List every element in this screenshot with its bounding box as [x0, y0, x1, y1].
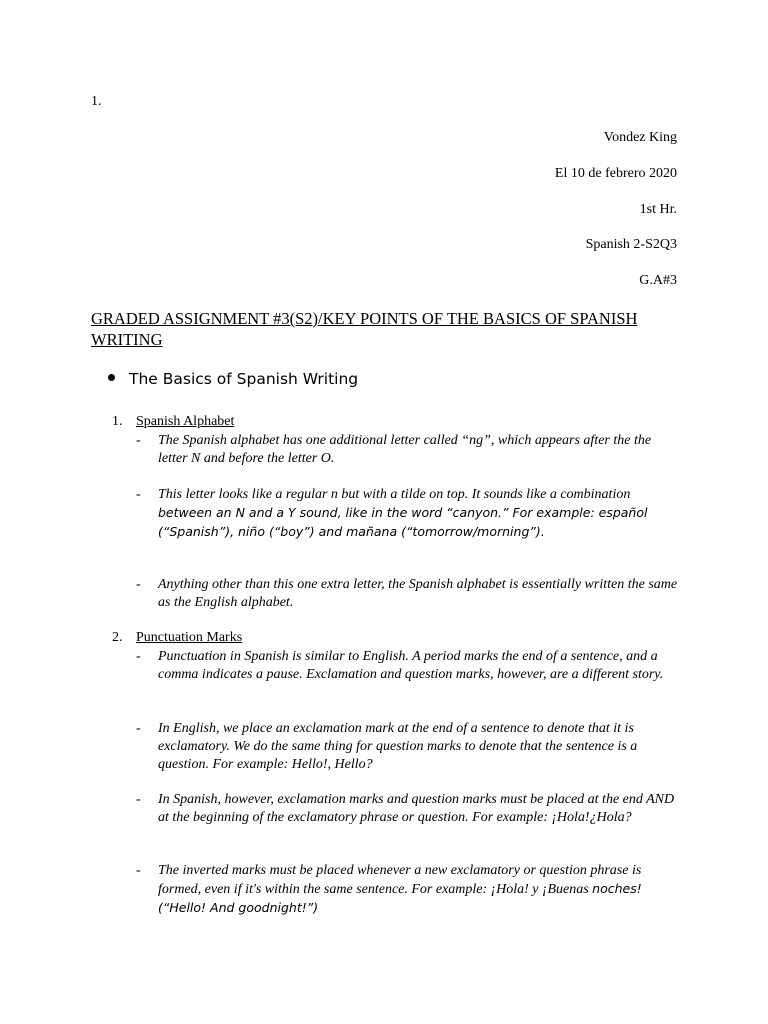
list-item-text — [158, 486, 681, 542]
dash-marker: - — [136, 792, 141, 807]
section-heading — [112, 630, 242, 646]
list-item-text: Anything other than this one extra letter, the Spanish alphabet is essentially written the same as the English alphabet. — [158, 577, 678, 610]
bullet-dot-icon — [108, 374, 115, 381]
list-item-text-part: This letter looks like a regular n but with a tilde on top. It sounds like a combination — [158, 487, 631, 502]
list-item-text: In English, we place an exclamation mark at the end of a sentence to denote that it is exclamatory. We do the same thing for question marks to denote that the sentence is a question. For example: Hello!, Hello? — [158, 721, 638, 772]
list-item — [136, 648, 681, 684]
dash-marker: - — [136, 863, 141, 878]
document-title: GRADED ASSIGNMENT #3(S2)/KEY POINTS OF THE BASICS OF SPANISH WRITING — [91, 309, 638, 349]
dash-marker: - — [136, 721, 141, 736]
list-item-text-part: The inverted marks must be placed whenever a new exclamatory or question phrase is formed, even if it's within the same sentence. For example: ¡Hola! y ¡Buenas — [158, 863, 642, 897]
section-title: Spanish Alphabet — [136, 414, 235, 429]
section-number: 2. — [112, 630, 123, 645]
bullet-heading-text: The Basics of Spanish Writing — [129, 370, 359, 388]
section-title: Punctuation Marks — [136, 630, 243, 645]
list-item — [136, 791, 681, 827]
list-item — [136, 432, 681, 468]
list-item — [136, 720, 681, 774]
class-hour: 1st Hr. — [639, 202, 677, 217]
course-name: Spanish 2-S2Q3 — [585, 237, 677, 252]
list-item-text: Punctuation in Spanish is similar to English. A period marks the end of a sentence, and a comma indicates a pause. Exclamation and question marks, however, are a different story. — [158, 649, 664, 682]
list-item — [136, 486, 681, 542]
list-item-text: The Spanish alphabet has one additional letter called “ng”, which appears after the the letter N and before the letter O. — [158, 433, 652, 466]
list-item-text-cursive: between an N and a Y sound, like in the word “canyon.” For example: español (“Spanish”), niño (“boy”) and mañana (“tomorrow/morning”). — [158, 505, 648, 539]
student-name: Vondez King — [603, 130, 677, 145]
section-number: 1. — [112, 414, 123, 429]
dash-marker: - — [136, 487, 141, 502]
date-line: El 10 de febrero 2020 — [554, 166, 677, 181]
dash-marker: - — [136, 433, 141, 448]
list-item-text: In Spanish, however, exclamation marks and question marks must be placed at the end AND at the beginning of the exclamatory phrase or question. For example: ¡Hola!¿Hola? — [158, 792, 675, 825]
dash-marker: - — [136, 577, 141, 592]
list-item-text-cursive: noches! (“Hello! And goodnight!”) — [158, 881, 642, 915]
assignment-code: G.A#3 — [639, 273, 677, 288]
page-number: 1. — [91, 94, 102, 109]
list-item-text — [158, 862, 681, 918]
list-item — [136, 576, 681, 612]
bullet-heading — [108, 370, 358, 388]
list-item — [136, 862, 681, 918]
section-heading — [112, 414, 234, 430]
dash-marker: - — [136, 649, 141, 664]
